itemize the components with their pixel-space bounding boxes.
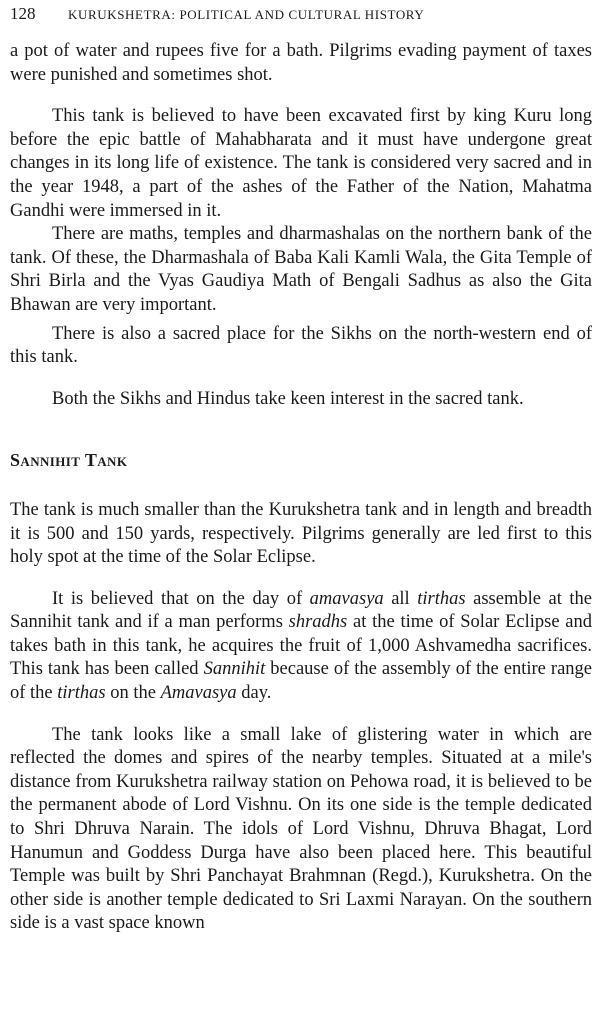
paragraph: There are maths, temples and dharmashalas on the northern bank of the tank. Of these, the Dharmashala of Baba Kali Kamli Wala, the Gita Temple of Shri Birla and the Vyas Gaudiya Math of Bengali Sadhus as also the Gita Bhawan are very important. bbox=[10, 224, 592, 315]
paragraph: There is also a sacred place for the Sikhs on the north-western end of this tank. bbox=[10, 323, 592, 368]
paragraph: The tank looks like a small lake of glistering water in which are reflected the domes and spires of the nearby temples. Situated at a mile's distance from Kurukshetra railway station on Pehowa road, it is believed to be the permanent abode of Lord Vishnu. On its one side is the temple dedicated to Shri Dhruva Narain. The idols of Lord Vishnu, Dhruva Bhagat, Lord Hanumun and Goddess Durga have also been placed here. This beautiful Temple was built by Shri Panchayat Brahmnan (Regd.), Kurukshetra. On the other side is another temple dedicated to Sri Laxmi Narayan. On the southern side is a vast space known bbox=[10, 724, 592, 934]
page-body bbox=[10, 40, 592, 936]
italic-term: tirthas bbox=[417, 588, 466, 609]
italic-term: Amavasya bbox=[160, 683, 237, 704]
paragraph: a pot of water and rupees five for a bath. Pilgrims evading payment of taxes were punished and sometimes shot. bbox=[10, 41, 592, 85]
italic-term: Sannihit bbox=[203, 659, 266, 680]
text-run: day. bbox=[236, 683, 272, 704]
running-head: KURUKSHETRA: POLITICAL AND CULTURAL HISTORY bbox=[68, 7, 425, 22]
paragraph: This tank is believed to have been excavated first by king Kuru long before the epic battle of Mahabharata and it must have undergone great changes in its long life of existence. The tank is considered very sacred and in the year 1948, a part of the ashes of the Father of the Nation, Mahatma Gandhi were immersed in it. bbox=[10, 106, 592, 221]
paragraph bbox=[10, 588, 592, 706]
text-run: all bbox=[383, 588, 418, 609]
italic-term: amavasya bbox=[309, 588, 384, 609]
page-header bbox=[10, 2, 592, 30]
text-run: assemble at the Sannihit tank and if a man performs bbox=[10, 588, 592, 633]
italic-term: shradhs bbox=[288, 612, 348, 633]
section-heading: Sannihit Tank bbox=[10, 450, 128, 471]
text-run: because of the assembly of the entire range of the bbox=[10, 659, 592, 704]
paragraph: Both the Sikhs and Hindus take keen interest in the sacred tank. bbox=[52, 388, 524, 409]
text-run: on the bbox=[105, 683, 161, 704]
text-run: It is believed that on the day of bbox=[52, 588, 310, 609]
page-number: 128 bbox=[10, 4, 36, 23]
text-run: at the time of Solar Eclipse and takes bath in this tank, he acquires the fruit of 1,000 Ashvamedha sacrifices. This tank has been called bbox=[10, 612, 592, 680]
paragraph: The tank is much smaller than the Kurukshetra tank and in length and breadth it is 500 and 150 yards, respectively. Pilgrims generally are led first to this holy spot at the time of the Solar Eclipse. bbox=[10, 499, 592, 568]
italic-term: tirthas bbox=[57, 683, 106, 704]
book-page bbox=[10, 0, 592, 1020]
